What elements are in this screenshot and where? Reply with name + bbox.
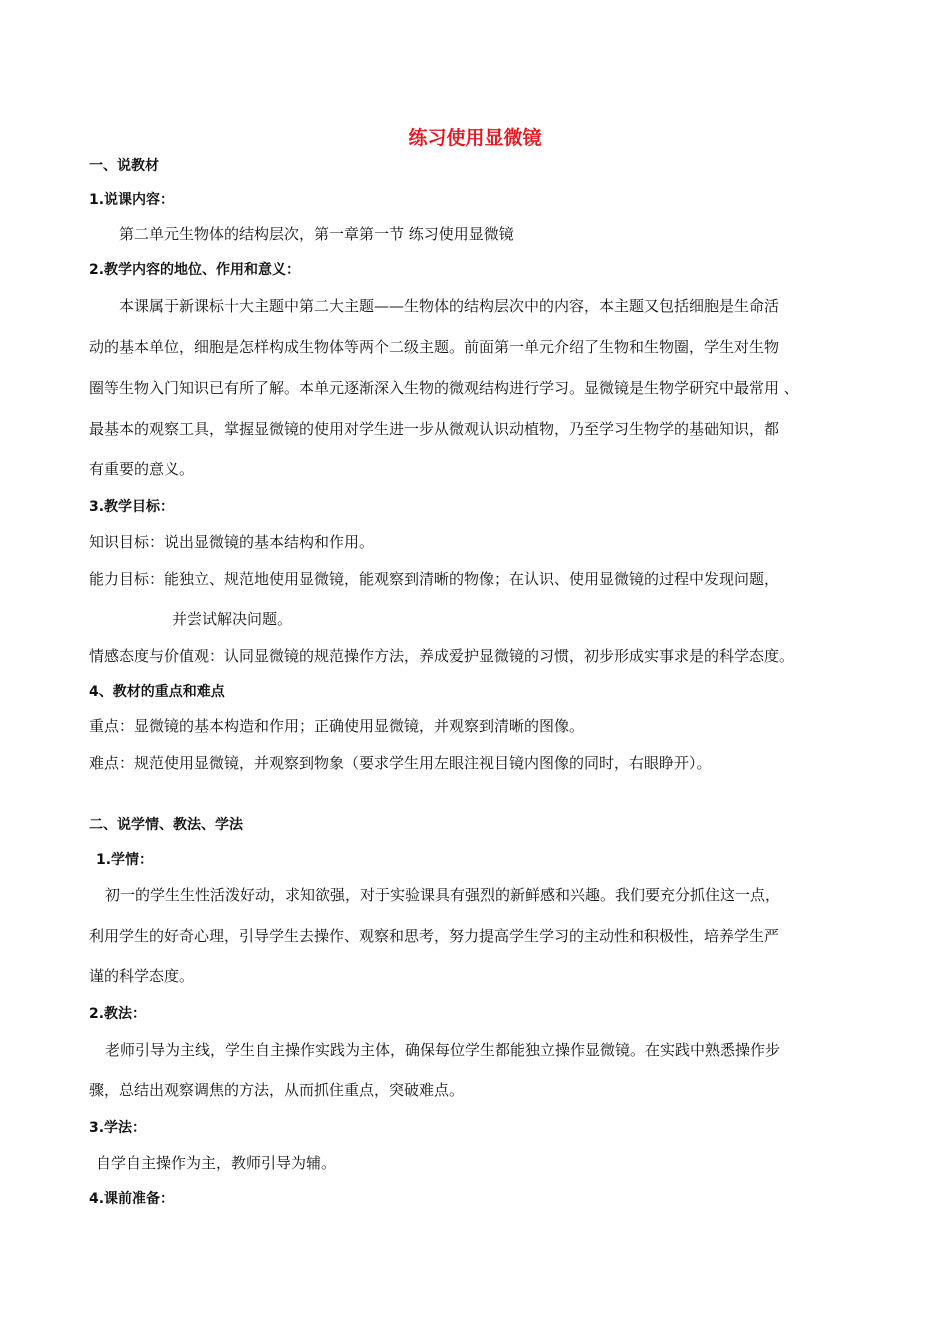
paragraph-line: 最基本的观察工具，掌握显微镜的使用对学生进一步从微观认识动植物，乃至学习生物学的基础知识，都: [89, 420, 780, 438]
goal-knowledge: 知识目标：说出显微镜的基本结构和作用。: [89, 533, 375, 551]
subheading-lesson-content: 1.说课内容：: [89, 192, 175, 208]
key-point: 重点：显微镜的基本构造和作用；正确使用显微镜，并观察到清晰的图像。: [89, 717, 585, 735]
goal-emotion: 情感态度与价值观：认同显微镜的规范操作方法，养成爱护显微镜的习惯，初步形成实事求是的科学态度。: [89, 647, 795, 665]
paragraph-line: 本课属于新课标十大主题中第二大主题——生物体的结构层次中的内容，本主题又包括细胞是生命活: [119, 297, 780, 315]
paragraph-line: 骤，总结出观察调焦的方法，从而抓住重点，突破难点。: [89, 1081, 465, 1099]
paragraph-line: 初一的学生生性活泼好动，求知欲强，对于实验课具有强烈的新鲜感和兴趣。我们要充分抓住这一点，: [105, 886, 781, 904]
difficult-point: 难点：规范使用显微镜，并观察到物象（要求学生用左眼注视目镜内图像的同时，右眼睁开）。: [89, 754, 712, 772]
page-title: 练习使用显微镜: [408, 127, 542, 149]
lesson-content-text: 第二单元生物体的结构层次，第一章第一节 练习使用显微镜: [119, 225, 514, 243]
goal-ability: 能力目标：能独立、规范地使用显微镜，能观察到清晰的物像；在认识、使用显微镜的过程中发现问题，: [89, 570, 780, 588]
section-heading-students-methods: 二、说学情、教法、学法: [89, 817, 243, 833]
subheading-teaching-method: 2.教法：: [89, 1006, 147, 1022]
learning-method-text: 自学自主操作为主，教师引导为辅。: [96, 1154, 337, 1172]
paragraph-line: 有重要的意义。: [89, 460, 195, 478]
subheading-teaching-goals: 3.教学目标：: [89, 499, 175, 515]
subheading-teaching-significance: 2.教学内容的地位、作用和意义：: [89, 262, 301, 278]
goal-ability-continued: 并尝试解决问题。: [172, 610, 293, 628]
subheading-preparation: 4.课前准备：: [89, 1191, 175, 1207]
subheading-learning-situation: 1.学情：: [96, 852, 154, 868]
subheading-key-difficult-points: 4、教材的重点和难点: [89, 684, 225, 700]
paragraph-line: 老师引导为主线，学生自主操作实践为主体，确保每位学生都能独立操作显微镜。在实践中熟悉操作步: [105, 1041, 781, 1059]
section-heading-textbook: 一、说教材: [89, 158, 159, 174]
paragraph-line: 动的基本单位，细胞是怎样构成生物体等两个二级主题。前面第一单元介绍了生物和生物圈，学生对生物: [89, 338, 780, 356]
subheading-learning-method: 3.学法：: [89, 1120, 147, 1136]
paragraph-line: 谨的科学态度。: [89, 967, 195, 985]
paragraph-line: 圈等生物入门知识已有所了解。本单元逐渐深入生物的微观结构进行学习。显微镜是生物学研究中最常用 、: [89, 379, 799, 397]
paragraph-line: 利用学生的好奇心理，引导学生去操作、观察和思考，努力提高学生学习的主动性和积极性，培养学生严: [89, 927, 780, 945]
